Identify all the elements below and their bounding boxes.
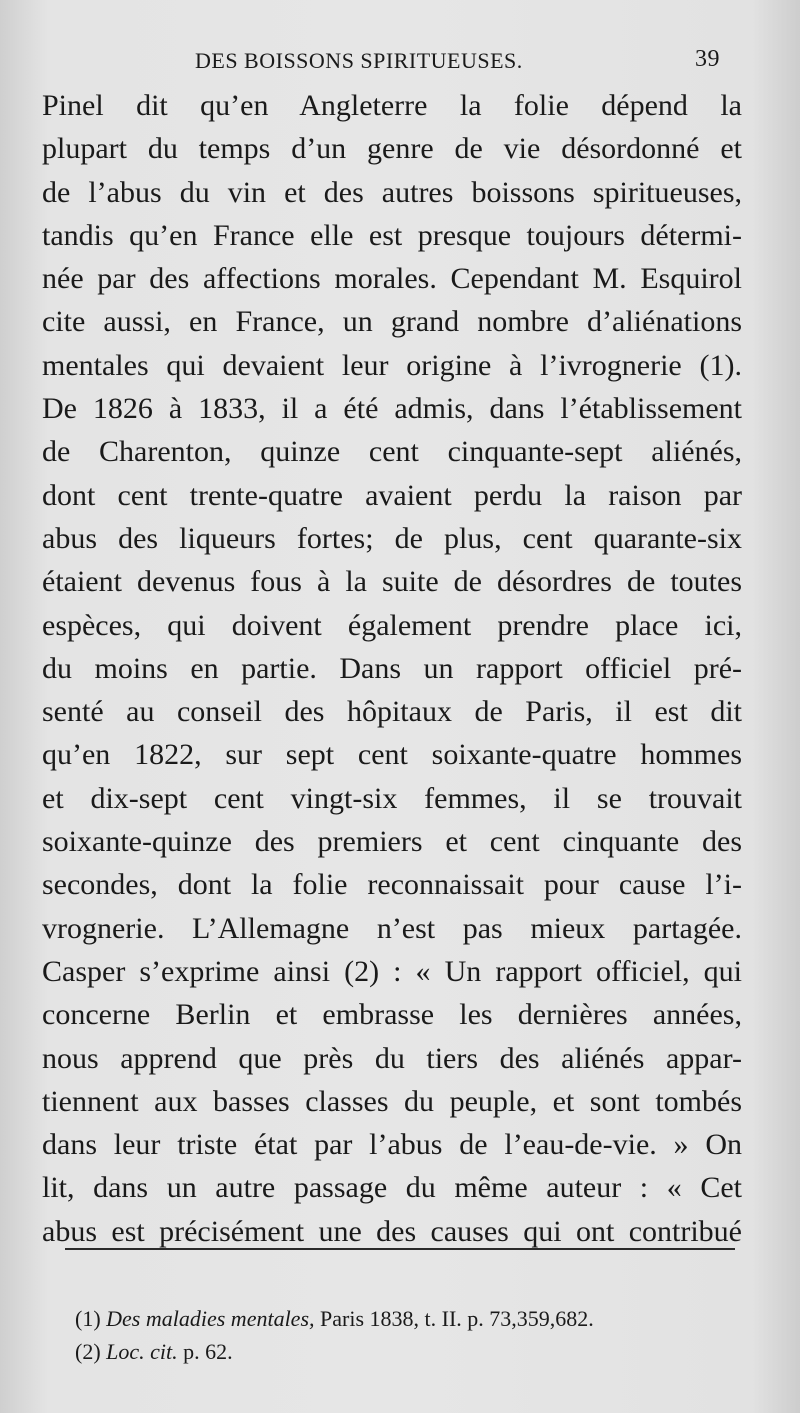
body-line: vrognerie. L’Allemagne n’est pas mieux partagée. — [42, 911, 742, 945]
body-line: née par des affections morales. Cependant M. Esquirol — [42, 262, 742, 296]
body-line: de l’abus du vin et des autres boissons spiritueuses, — [42, 175, 742, 209]
body-line: abus est précisément une des causes qui ont contribué — [42, 1214, 742, 1248]
body-line: tandis qu’en France elle est presque toujours détermi- — [42, 218, 742, 252]
body-line: tiennent aux basses classes du peuple, et sont tombés — [42, 1084, 742, 1118]
footnote-marker: (2) — [75, 1339, 101, 1364]
body-line: De 1826 à 1833, il a été admis, dans l’établissement — [42, 392, 742, 426]
body-line: Pinel dit qu’en Angleterre la folie dépend la — [42, 89, 742, 122]
footnote — [75, 1335, 755, 1368]
footnote-title: Loc. cit. — [106, 1339, 178, 1364]
body-text — [42, 84, 742, 1253]
page-number: 39 — [695, 46, 720, 72]
body-line: nous apprend que près du tiers des aliénés appar- — [42, 1041, 742, 1075]
body-line: et dix-sept cent vingt-six femmes, il se trouvait — [42, 781, 742, 815]
body-line: abus des liqueurs fortes; de plus, cent quarante-six — [42, 521, 742, 555]
body-line: lit, dans un autre passage du même auteur : « Cet — [42, 1171, 742, 1205]
body-line: mentales qui devaient leur origine à l’ivrognerie (1). — [42, 348, 742, 382]
footnote — [75, 1302, 755, 1335]
body-line: étaient devenus fous à la suite de désordres de toutes — [42, 565, 742, 599]
body-line: plupart du temps d’un genre de vie désordonné et — [42, 132, 742, 166]
footnotes — [75, 1302, 755, 1368]
body-line: cite aussi, en France, un grand nombre d’aliénations — [42, 305, 742, 339]
body-line: Casper s’exprime ainsi (2) : « Un rapport officiel, qui — [42, 954, 742, 988]
body-line: espèces, qui doivent également prendre place ici, — [42, 608, 742, 642]
footnote-reference: p. 62. — [177, 1339, 233, 1364]
body-line: dont cent trente-quatre avaient perdu la raison par — [42, 478, 742, 512]
body-line: secondes, dont la folie reconnaissait pour cause l’i- — [42, 868, 742, 902]
footnote-reference: Paris 1838, t. II. p. 73,359,682. — [314, 1306, 594, 1331]
body-line: senté au conseil des hôpitaux de Paris, il est dit — [42, 695, 742, 729]
body-line: qu’en 1822, sur sept cent soixante-quatre hommes — [42, 738, 742, 772]
body-line: de Charenton, quinze cent cinquante-sept aliénés, — [42, 435, 742, 469]
body-line: concerne Berlin et embrasse les dernières années, — [42, 998, 742, 1032]
footnote-divider — [65, 1248, 735, 1250]
footnote-marker: (1) — [75, 1306, 101, 1331]
body-line: du moins en partie. Dans un rapport officiel pré- — [42, 651, 742, 685]
page-header — [195, 44, 720, 78]
running-title: DES BOISSONS SPIRITUEUSES. — [195, 48, 523, 73]
body-line: soixante-quinze des premiers et cent cinquante des — [42, 825, 742, 859]
footnote-title: Des maladies mentales, — [106, 1306, 315, 1331]
body-line: dans leur triste état par l’abus de l’eau-de-vie. » On — [42, 1128, 742, 1162]
